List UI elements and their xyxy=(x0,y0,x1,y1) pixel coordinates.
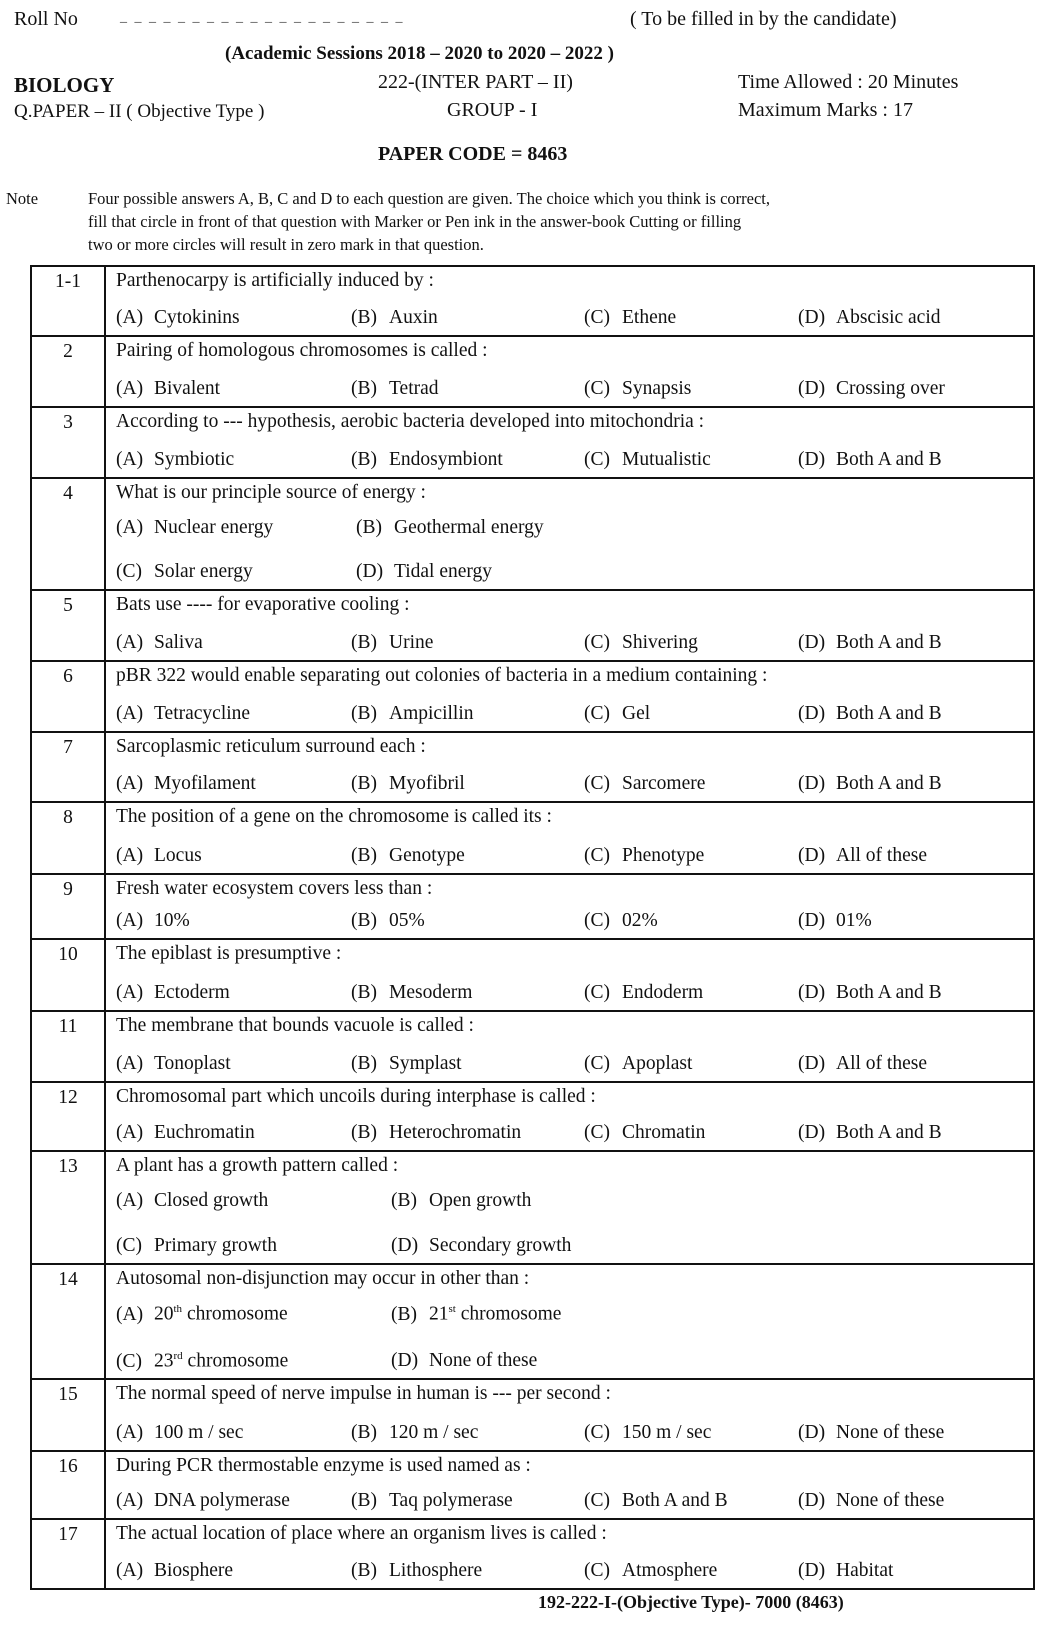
option-b-text: Myofibril xyxy=(389,773,465,794)
question-row xyxy=(31,1451,1034,1519)
option-d-label: (D) xyxy=(391,1350,419,1371)
option-b[interactable] xyxy=(356,517,544,539)
question-body xyxy=(105,1082,1034,1151)
option-a-text: chromosome xyxy=(182,1303,288,1325)
question-body xyxy=(105,1151,1034,1264)
option-a[interactable] xyxy=(116,1122,255,1144)
option-c-label: (C) xyxy=(584,449,610,470)
option-a-text: 10% xyxy=(154,910,190,931)
option-a[interactable] xyxy=(116,845,202,867)
option-c-text: Atmosphere xyxy=(622,1560,718,1581)
option-a-number: 20 xyxy=(154,1303,174,1325)
option-c[interactable] xyxy=(584,307,676,329)
option-a-text: Myofilament xyxy=(154,773,256,794)
question-number: 14 xyxy=(31,1264,105,1379)
option-b-text: Mesoderm xyxy=(389,982,473,1003)
option-d-text: Abscisic acid xyxy=(836,307,941,328)
option-c-text: Gel xyxy=(622,703,651,724)
option-b[interactable] xyxy=(351,307,438,329)
question-body xyxy=(105,1379,1034,1451)
question-row xyxy=(31,732,1034,802)
option-d-label: (D) xyxy=(798,1422,826,1443)
question-row xyxy=(31,802,1034,874)
option-b[interactable] xyxy=(351,1490,513,1512)
option-d-text: Both A and B xyxy=(836,703,942,724)
option-c[interactable] xyxy=(116,1235,277,1257)
option-d[interactable] xyxy=(798,1560,893,1582)
option-a-label: (A) xyxy=(116,1303,144,1325)
option-d[interactable] xyxy=(798,845,927,867)
option-d-label: (D) xyxy=(391,1235,419,1256)
option-c-text: Solar energy xyxy=(154,561,253,582)
option-b-text: chromosome xyxy=(455,1303,562,1325)
option-b-label: (B) xyxy=(351,1053,377,1074)
option-b-label: (B) xyxy=(351,378,377,399)
option-c-label: (C) xyxy=(584,378,610,399)
option-c[interactable] xyxy=(116,1350,288,1373)
option-d-label: (D) xyxy=(798,982,826,1003)
option-c-text: Sarcomere xyxy=(622,773,706,794)
option-d-text: Tidal energy xyxy=(394,561,493,582)
option-d-text: Habitat xyxy=(836,1560,894,1581)
option-b[interactable] xyxy=(351,632,433,654)
option-d-text: Both A and B xyxy=(836,449,942,470)
option-b[interactable] xyxy=(351,982,472,1004)
option-b-label: (B) xyxy=(351,1422,377,1443)
question-number: 11 xyxy=(31,1011,105,1082)
question-row xyxy=(31,1264,1034,1379)
option-a[interactable] xyxy=(116,449,234,471)
option-b-label: (B) xyxy=(351,910,377,931)
question-number: 5 xyxy=(31,590,105,661)
question-text: The position of a gene on the chromosome is called its : xyxy=(116,806,552,827)
question-text: During PCR thermostable enzyme is used named as : xyxy=(116,1455,531,1476)
option-d-label: (D) xyxy=(798,1560,826,1581)
question-body xyxy=(105,1451,1034,1519)
question-body xyxy=(105,478,1034,590)
option-a-label: (A) xyxy=(116,517,144,538)
option-a-label: (A) xyxy=(116,1490,144,1511)
question-text: pBR 322 would enable separating out colonies of bacteria in a medium containing : xyxy=(116,665,768,686)
option-b-text: Auxin xyxy=(389,307,438,328)
option-a[interactable] xyxy=(116,1490,290,1512)
question-text: The normal speed of nerve impulse in human is --- per second : xyxy=(116,1383,611,1404)
question-row xyxy=(31,478,1034,590)
option-a-label: (A) xyxy=(116,378,144,399)
question-row xyxy=(31,1011,1034,1082)
option-b[interactable] xyxy=(351,1560,482,1582)
option-a-text: Euchromatin xyxy=(154,1122,255,1143)
question-body xyxy=(105,1519,1034,1589)
option-a-label: (A) xyxy=(116,1422,144,1443)
option-d-text: Both A and B xyxy=(836,1122,942,1143)
option-a[interactable] xyxy=(116,1190,268,1212)
option-c[interactable] xyxy=(584,1122,705,1144)
option-c-text: Endoderm xyxy=(622,982,704,1003)
option-a-label: (A) xyxy=(116,845,144,866)
note-label: Note xyxy=(6,189,39,208)
option-b-text: Symplast xyxy=(389,1053,462,1074)
option-b-label: (B) xyxy=(351,703,377,724)
paper-type: Q.PAPER – II ( Objective Type ) xyxy=(14,101,265,122)
option-c-text: Chromatin xyxy=(622,1122,706,1143)
option-d[interactable] xyxy=(798,1053,927,1075)
option-d[interactable] xyxy=(798,703,942,725)
option-c-text: Phenotype xyxy=(622,845,705,866)
question-body xyxy=(105,266,1034,336)
option-a[interactable] xyxy=(116,703,250,725)
question-body xyxy=(105,732,1034,802)
option-c-label: (C) xyxy=(584,982,610,1003)
option-c[interactable] xyxy=(116,561,253,583)
question-number: 8 xyxy=(31,802,105,874)
course-code: 222-(INTER PART – II) xyxy=(378,71,573,93)
option-c-label: (C) xyxy=(584,1490,610,1511)
option-a-text: Saliva xyxy=(154,632,203,653)
option-b-label: (B) xyxy=(356,517,382,538)
note-line-3: two or more circles will result in zero mark in that question. xyxy=(88,235,484,254)
question-text: Fresh water ecosystem covers less than : xyxy=(116,878,433,899)
question-row xyxy=(31,1379,1034,1451)
option-c-label: (C) xyxy=(584,703,610,724)
note-line-2: fill that circle in front of that question with Marker or Pen ink in the answer-book Cutting or filling xyxy=(88,212,742,231)
option-c[interactable] xyxy=(584,910,658,932)
option-a-label: (A) xyxy=(116,1053,144,1074)
question-text: What is our principle source of energy : xyxy=(116,482,426,503)
question-row xyxy=(31,661,1034,732)
option-b-text: 05% xyxy=(389,910,425,931)
option-b[interactable] xyxy=(351,773,465,795)
question-body xyxy=(105,874,1034,939)
questions-table xyxy=(30,265,1035,1590)
option-a[interactable] xyxy=(116,773,256,795)
option-d-text: Both A and B xyxy=(836,773,942,794)
option-c-text: Ethene xyxy=(622,307,677,328)
option-d-text: Secondary growth xyxy=(429,1235,572,1256)
option-b-text: Heterochromatin xyxy=(389,1122,522,1143)
option-a-label: (A) xyxy=(116,982,144,1003)
maximum-marks: Maximum Marks : 17 xyxy=(738,99,913,121)
question-text: The membrane that bounds vacuole is called : xyxy=(116,1015,474,1036)
question-body xyxy=(105,661,1034,732)
option-a[interactable] xyxy=(116,1053,231,1075)
option-b-text: Lithosphere xyxy=(389,1560,483,1581)
question-number: 9 xyxy=(31,874,105,939)
question-text: Chromosomal part which uncoils during interphase is called : xyxy=(116,1086,596,1107)
option-a-label: (A) xyxy=(116,910,144,931)
question-row xyxy=(31,336,1034,407)
option-c[interactable] xyxy=(584,1560,717,1582)
option-b[interactable] xyxy=(351,703,474,725)
option-c[interactable] xyxy=(584,845,704,867)
option-d-text: All of these xyxy=(836,845,927,866)
option-d[interactable] xyxy=(798,773,942,795)
option-d-label: (D) xyxy=(798,307,826,328)
option-b-label: (B) xyxy=(351,982,377,1003)
question-number: 7 xyxy=(31,732,105,802)
option-d[interactable] xyxy=(798,449,942,471)
question-row xyxy=(31,590,1034,661)
option-a[interactable] xyxy=(116,632,203,654)
time-allowed: Time Allowed : 20 Minutes xyxy=(738,71,959,93)
option-c-label: (C) xyxy=(584,773,610,794)
group-label: GROUP - I xyxy=(447,99,538,121)
option-b-number: 21 xyxy=(429,1303,449,1325)
option-d-label: (D) xyxy=(798,378,826,399)
option-c-label: (C) xyxy=(584,910,610,931)
question-body xyxy=(105,407,1034,478)
option-a-text: Cytokinins xyxy=(154,307,240,328)
option-c[interactable] xyxy=(584,703,650,725)
question-number: 17 xyxy=(31,1519,105,1589)
option-d-text: Both A and B xyxy=(836,632,942,653)
academic-sessions: (Academic Sessions 2018 – 2020 to 2020 – 2022 ) xyxy=(225,43,614,64)
option-c-label: (C) xyxy=(584,845,610,866)
option-c-label: (C) xyxy=(584,307,610,328)
option-b-label: (B) xyxy=(351,632,377,653)
option-c[interactable] xyxy=(584,982,703,1004)
option-d-label: (D) xyxy=(798,449,826,470)
question-text: Pairing of homologous chromosomes is called : xyxy=(116,340,488,361)
option-b[interactable] xyxy=(351,449,503,471)
question-row xyxy=(31,266,1034,336)
question-body xyxy=(105,1011,1034,1082)
option-c[interactable] xyxy=(584,449,711,471)
option-d-label: (D) xyxy=(798,910,826,931)
option-b-label: (B) xyxy=(351,773,377,794)
option-b-label: (B) xyxy=(351,845,377,866)
option-a-label: (A) xyxy=(116,449,144,470)
option-a[interactable] xyxy=(116,307,240,329)
option-a-text: Symbiotic xyxy=(154,449,235,470)
option-c[interactable] xyxy=(584,1422,711,1444)
question-row xyxy=(31,874,1034,939)
question-body xyxy=(105,336,1034,407)
option-b-label: (B) xyxy=(391,1190,417,1211)
question-body xyxy=(105,590,1034,661)
option-d[interactable] xyxy=(798,378,945,400)
option-d-label: (D) xyxy=(798,1053,826,1074)
option-b[interactable] xyxy=(351,1422,478,1444)
option-a[interactable] xyxy=(116,1303,288,1326)
option-a-label: (A) xyxy=(116,632,144,653)
option-d-text: None of these xyxy=(836,1422,945,1443)
option-d[interactable] xyxy=(391,1350,537,1372)
option-d-text: Crossing over xyxy=(836,378,945,399)
option-c-number: 23 xyxy=(154,1350,174,1372)
question-text: Bats use ---- for evaporative cooling : xyxy=(116,594,410,615)
question-text: Parthenocarpy is artificially induced by : xyxy=(116,270,434,291)
question-row xyxy=(31,939,1034,1011)
option-d-text: None of these xyxy=(429,1350,538,1371)
option-c-label: (C) xyxy=(116,561,142,582)
question-row xyxy=(31,1519,1034,1589)
question-row xyxy=(31,1082,1034,1151)
option-d-text: All of these xyxy=(836,1053,927,1074)
option-b[interactable] xyxy=(351,910,425,932)
option-b-text: Tetrad xyxy=(389,378,439,399)
question-row xyxy=(31,1151,1034,1264)
option-c[interactable] xyxy=(584,378,691,400)
option-c-text: 150 m / sec xyxy=(622,1422,712,1443)
option-b-text: Ampicillin xyxy=(389,703,474,724)
option-a[interactable] xyxy=(116,378,220,400)
question-text: The epiblast is presumptive : xyxy=(116,943,342,964)
option-c-label: (C) xyxy=(584,1053,610,1074)
question-number: 13 xyxy=(31,1151,105,1264)
option-a[interactable] xyxy=(116,1560,233,1582)
option-c[interactable] xyxy=(584,773,705,795)
option-d-label: (D) xyxy=(798,632,826,653)
option-d[interactable] xyxy=(798,1490,944,1512)
option-d-label: (D) xyxy=(356,561,384,582)
option-c[interactable] xyxy=(584,1490,728,1512)
question-number: 10 xyxy=(31,939,105,1011)
option-b[interactable] xyxy=(391,1190,531,1212)
option-b-label: (B) xyxy=(351,1560,377,1581)
question-number: 2 xyxy=(31,336,105,407)
question-text: Autosomal non-disjunction may occur in other than : xyxy=(116,1268,530,1289)
option-b-label: (B) xyxy=(351,1122,377,1143)
question-body xyxy=(105,802,1034,874)
option-c-text: Synapsis xyxy=(622,378,692,399)
option-d-text: 01% xyxy=(836,910,872,931)
roll-no-field[interactable]: _ _ _ _ _ _ _ _ _ _ _ _ _ _ _ _ _ _ _ _ xyxy=(120,10,405,25)
option-b-text: 120 m / sec xyxy=(389,1422,479,1443)
option-b[interactable] xyxy=(351,845,465,867)
option-c-label: (C) xyxy=(584,1122,610,1143)
option-b[interactable] xyxy=(391,1303,561,1326)
option-b-label: (B) xyxy=(391,1303,417,1325)
option-a-text: Tonoplast xyxy=(154,1053,231,1074)
option-c[interactable] xyxy=(584,1053,692,1075)
option-b[interactable] xyxy=(351,378,439,400)
option-a-text: DNA polymerase xyxy=(154,1490,290,1511)
option-d[interactable] xyxy=(798,307,941,329)
option-d[interactable] xyxy=(798,632,942,654)
option-d-text: None of these xyxy=(836,1490,945,1511)
option-b-label: (B) xyxy=(351,449,377,470)
option-d[interactable] xyxy=(798,910,872,932)
question-number: 6 xyxy=(31,661,105,732)
question-number: 12 xyxy=(31,1082,105,1151)
question-text: According to --- hypothesis, aerobic bacteria developed into mitochondria : xyxy=(116,411,705,432)
question-number: 15 xyxy=(31,1379,105,1451)
footer-code: 192-222-I-(Objective Type)- 7000 (8463) xyxy=(538,1592,844,1612)
question-text: The actual location of place where an organism lives is called : xyxy=(116,1523,607,1544)
question-text: Sarcoplasmic reticulum surround each : xyxy=(116,736,426,757)
option-d-label: (D) xyxy=(798,773,826,794)
option-a-text: 100 m / sec xyxy=(154,1422,244,1443)
option-a-label: (A) xyxy=(116,307,144,328)
question-number: 3 xyxy=(31,407,105,478)
option-a-text: Nuclear energy xyxy=(154,517,274,538)
option-d[interactable] xyxy=(356,561,492,583)
option-c-text: Shivering xyxy=(622,632,698,653)
option-a-text: Closed growth xyxy=(154,1190,269,1211)
option-c-label: (C) xyxy=(584,1560,610,1581)
note-line-1: Four possible answers A, B, C and D to each question are given. The choice which you think is correct, xyxy=(88,189,771,208)
question-number: 4 xyxy=(31,478,105,590)
subject-title: BIOLOGY xyxy=(14,73,115,97)
option-a-text: Bivalent xyxy=(154,378,221,399)
option-c[interactable] xyxy=(584,632,698,654)
option-b-label: (B) xyxy=(351,1490,377,1511)
question-body xyxy=(105,939,1034,1011)
option-a-text: Locus xyxy=(154,845,202,866)
option-d[interactable] xyxy=(798,982,942,1004)
option-a-label: (A) xyxy=(116,1560,144,1581)
question-number: 1-1 xyxy=(31,266,105,336)
option-c-text: Mutualistic xyxy=(622,449,711,470)
option-a-text: Tetracycline xyxy=(154,703,251,724)
option-b-text: Taq polymerase xyxy=(389,1490,513,1511)
option-c-text: Both A and B xyxy=(622,1490,728,1511)
option-d-text: Both A and B xyxy=(836,982,942,1003)
option-d[interactable] xyxy=(391,1235,571,1257)
option-a-text: Biosphere xyxy=(154,1560,234,1581)
option-c-text: 02% xyxy=(622,910,658,931)
question-body xyxy=(105,1264,1034,1379)
option-b-ordinal: st xyxy=(448,1303,456,1315)
option-a-label: (A) xyxy=(116,1190,144,1211)
option-a-text: Ectoderm xyxy=(154,982,230,1003)
option-a-label: (A) xyxy=(116,773,144,794)
option-c-text: Primary growth xyxy=(154,1235,277,1256)
option-b-label: (B) xyxy=(351,307,377,328)
option-d-label: (D) xyxy=(798,845,826,866)
question-text: A plant has a growth pattern called : xyxy=(116,1155,399,1176)
option-b-text: Urine xyxy=(389,632,434,653)
option-c-label: (C) xyxy=(584,632,610,653)
option-b-text: Endosymbiont xyxy=(389,449,503,470)
option-a-ordinal: th xyxy=(173,1303,183,1315)
option-d-label: (D) xyxy=(798,1122,826,1143)
option-b-text: Genotype xyxy=(389,845,465,866)
roll-no-label: Roll No xyxy=(14,8,78,30)
option-a[interactable] xyxy=(116,1422,243,1444)
question-number: 16 xyxy=(31,1451,105,1519)
option-a-label: (A) xyxy=(116,1122,144,1143)
option-c-label: (C) xyxy=(584,1422,610,1443)
option-d[interactable] xyxy=(798,1422,944,1444)
paper-code: PAPER CODE = 8463 xyxy=(378,143,568,165)
option-b-text: Open growth xyxy=(429,1190,532,1211)
option-d-label: (D) xyxy=(798,703,826,724)
option-b[interactable] xyxy=(351,1053,462,1075)
option-b-text: Geothermal energy xyxy=(394,517,544,538)
option-c-label: (C) xyxy=(116,1235,142,1256)
option-a-label: (A) xyxy=(116,703,144,724)
option-c-label: (C) xyxy=(116,1350,142,1372)
option-b[interactable] xyxy=(351,1122,521,1144)
option-c-text: chromosome xyxy=(182,1350,289,1372)
option-a[interactable] xyxy=(116,982,230,1004)
option-d-label: (D) xyxy=(798,1490,826,1511)
question-row xyxy=(31,407,1034,478)
option-a[interactable] xyxy=(116,910,190,932)
option-c-ordinal: rd xyxy=(173,1350,183,1362)
option-a[interactable] xyxy=(116,517,273,539)
option-d[interactable] xyxy=(798,1122,942,1144)
option-c-text: Apoplast xyxy=(622,1053,693,1074)
roll-no-instruction: ( To be filled in by the candidate) xyxy=(630,8,897,30)
